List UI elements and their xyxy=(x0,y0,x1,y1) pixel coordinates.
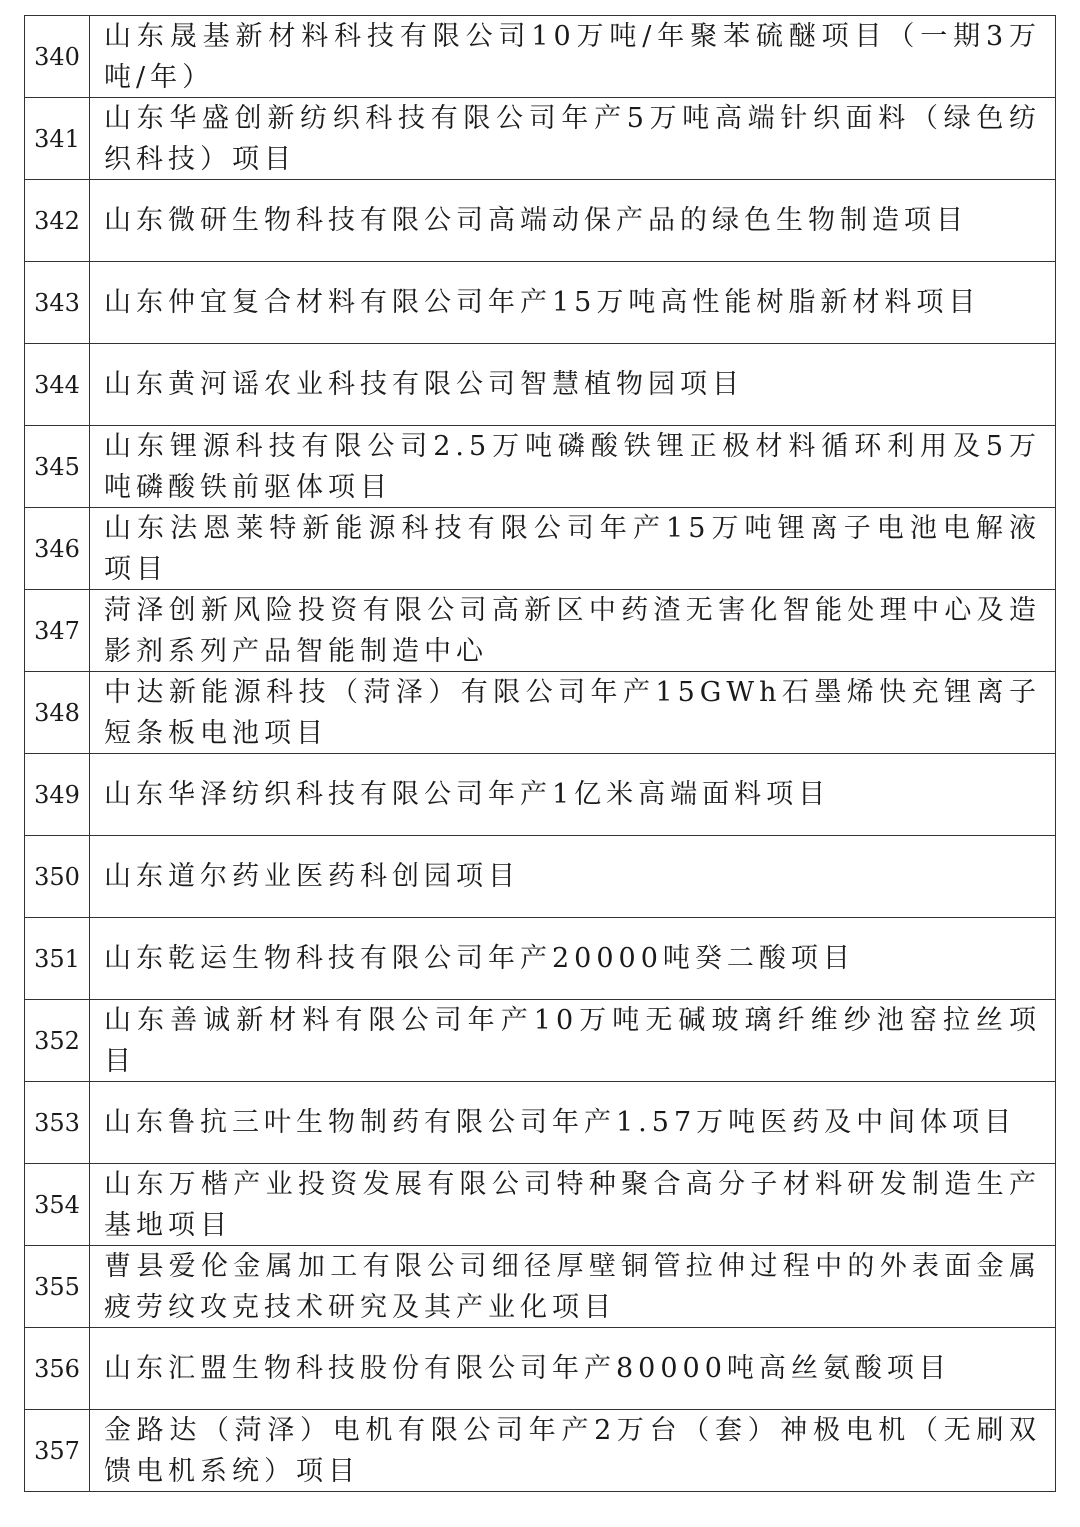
row-number: 344 xyxy=(25,344,90,425)
project-name: 山东鲁抗三叶生物制药有限公司年产1.57万吨医药及中间体项目 xyxy=(104,1107,1017,1138)
project-name: 菏泽创新风险投资有限公司高新区中药渣无害化智能处理中心及造影剂系列产品智能制造中心 xyxy=(104,594,1041,667)
row-number: 350 xyxy=(25,836,90,917)
table-row xyxy=(25,1164,1055,1246)
project-name: 山东乾运生物科技有限公司年产20000吨癸二酸项目 xyxy=(104,943,855,974)
project-name: 山东微研生物科技有限公司高端动保产品的绿色生物制造项目 xyxy=(104,205,968,236)
row-number: 351 xyxy=(25,918,90,999)
row-number: 353 xyxy=(25,1082,90,1163)
table-row xyxy=(25,1328,1055,1410)
project-name-cell xyxy=(90,426,1055,507)
project-name: 山东万楷产业投资发展有限公司特种聚合高分子材料研发制造生产基地项目 xyxy=(104,1168,1041,1241)
project-name-cell xyxy=(90,508,1055,589)
project-name-cell xyxy=(90,1164,1055,1245)
project-name-cell xyxy=(90,16,1055,97)
table-row xyxy=(25,262,1055,344)
row-number: 345 xyxy=(25,426,90,507)
project-table xyxy=(24,15,1056,1492)
table-row xyxy=(25,1246,1055,1328)
table-row xyxy=(25,918,1055,1000)
project-name-cell xyxy=(90,1328,1055,1409)
table-row xyxy=(25,836,1055,918)
project-name: 山东华泽纺织科技有限公司年产1亿米高端面料项目 xyxy=(104,779,831,810)
table-row xyxy=(25,344,1055,426)
table-row xyxy=(25,1082,1055,1164)
row-number: 352 xyxy=(25,1000,90,1081)
project-name-cell xyxy=(90,1082,1055,1163)
project-name: 中达新能源科技（菏泽）有限公司年产15GWh石墨烯快充锂离子短条板电池项目 xyxy=(104,676,1041,749)
project-name: 山东锂源科技有限公司2.5万吨磷酸铁锂正极材料循环利用及5万吨磷酸铁前驱体项目 xyxy=(104,430,1041,503)
row-number: 356 xyxy=(25,1328,90,1409)
project-name: 金路达（菏泽）电机有限公司年产2万台（套）神极电机（无刷双馈电机系统）项目 xyxy=(104,1414,1041,1487)
row-number: 346 xyxy=(25,508,90,589)
project-name-cell xyxy=(90,1246,1055,1327)
table-row xyxy=(25,672,1055,754)
row-number: 348 xyxy=(25,672,90,753)
project-name-cell xyxy=(90,262,1055,343)
table-row xyxy=(25,426,1055,508)
project-name: 山东善诚新材料有限公司年产10万吨无碱玻璃纤维纱池窑拉丝项目 xyxy=(104,1004,1041,1077)
row-number: 341 xyxy=(25,98,90,179)
project-name-cell xyxy=(90,98,1055,179)
row-number: 340 xyxy=(25,16,90,97)
project-name-cell xyxy=(90,918,1055,999)
table-row xyxy=(25,98,1055,180)
table-row xyxy=(25,1000,1055,1082)
row-number: 347 xyxy=(25,590,90,671)
project-name: 山东法恩莱特新能源科技有限公司年产15万吨锂离子电池电解液项目 xyxy=(104,512,1041,585)
project-name-cell xyxy=(90,836,1055,917)
table-row xyxy=(25,180,1055,262)
row-number: 349 xyxy=(25,754,90,835)
project-name: 山东晟基新材料科技有限公司10万吨/年聚苯硫醚项目（一期3万吨/年） xyxy=(104,20,1041,93)
row-number: 342 xyxy=(25,180,90,261)
project-name: 山东仲宜复合材料有限公司年产15万吨高性能树脂新材料项目 xyxy=(104,287,981,318)
table-row xyxy=(25,16,1055,98)
table-row xyxy=(25,754,1055,836)
table-row xyxy=(25,508,1055,590)
project-name: 山东华盛创新纺织科技有限公司年产5万吨高端针织面料（绿色纺织科技）项目 xyxy=(104,102,1041,175)
table-row xyxy=(25,1410,1055,1492)
project-name: 山东汇盟生物科技股份有限公司年产80000吨高丝氨酸项目 xyxy=(104,1353,951,1384)
project-name-cell xyxy=(90,180,1055,261)
row-number: 357 xyxy=(25,1410,90,1491)
project-name: 山东道尔药业医药科创园项目 xyxy=(104,861,520,892)
project-name: 山东黄河谣农业科技有限公司智慧植物园项目 xyxy=(104,369,744,400)
row-number: 343 xyxy=(25,262,90,343)
project-name-cell xyxy=(90,672,1055,753)
table-row xyxy=(25,590,1055,672)
project-name-cell xyxy=(90,1000,1055,1081)
project-name: 曹县爱伦金属加工有限公司细径厚壁铜管拉伸过程中的外表面金属疲劳纹攻克技术研究及其产业化项目 xyxy=(104,1250,1041,1323)
project-name-cell xyxy=(90,754,1055,835)
row-number: 354 xyxy=(25,1164,90,1245)
project-name-cell xyxy=(90,344,1055,425)
project-name-cell xyxy=(90,1410,1055,1491)
row-number: 355 xyxy=(25,1246,90,1327)
project-name-cell xyxy=(90,590,1055,671)
